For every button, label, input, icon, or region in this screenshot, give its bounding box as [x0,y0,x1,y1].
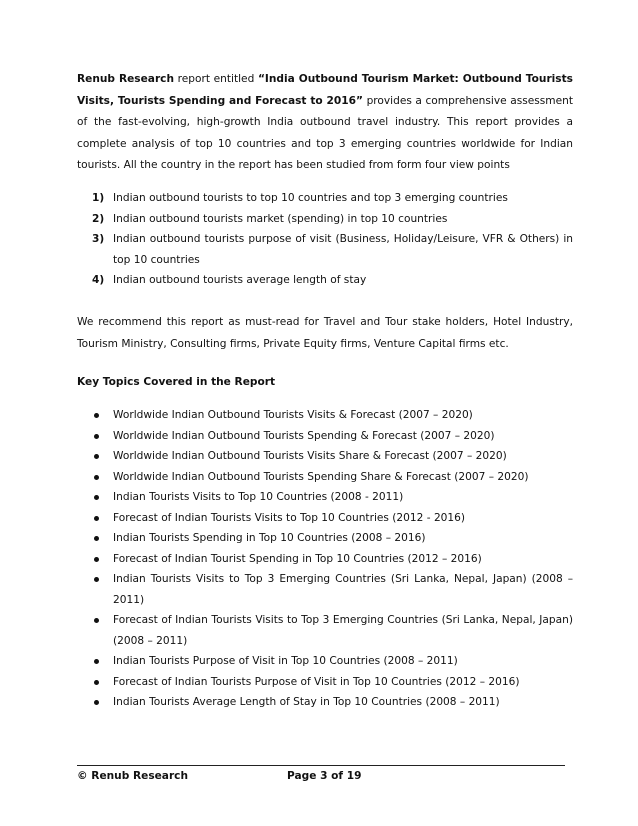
viewpoint-item [77,270,573,291]
topic-text: Forecast of Indian Tourists Purpose of Visit in Top 10 Countries (2012 – 2016) [113,675,520,688]
viewpoint-number: 1) [92,192,105,204]
topic-item [77,508,573,529]
viewpoint-number: 4) [92,274,105,286]
key-topics-list [77,405,573,713]
topic-item [77,528,573,549]
key-topics-heading: Key Topics Covered in the Report [77,376,276,388]
bullet-icon [94,495,99,500]
viewpoint-item [77,209,573,230]
topic-text: Worldwide Indian Outbound Tourists Spending Share & Forecast (2007 – 2020) [113,470,529,483]
topic-item [77,426,573,447]
viewpoint-text: Indian outbound tourists to top 10 countries and top 3 emerging countries [113,192,508,204]
topic-item [77,549,573,570]
company-name: Renub Research [77,73,174,85]
topic-text: Indian Tourists Visits to Top 3 Emerging Countries (Sri Lanka, Nepal, Japan) (2008 – 2011) [113,573,573,606]
topic-text: Worldwide Indian Outbound Tourists Visits Share & Forecast (2007 – 2020) [113,450,507,462]
viewpoint-list [77,188,573,291]
topic-text: Forecast of Indian Tourists Visits to Top 3 Emerging Countries (Sri Lanka, Nepal, Japan) (2008 – 2011) [113,614,573,647]
topic-text: Indian Tourists Spending in Top 10 Countries (2008 – 2016) [113,532,426,544]
bullet-icon [94,536,99,541]
topic-item [77,610,573,651]
topic-text: Indian Tourists Purpose of Visit in Top 10 Countries (2008 – 2011) [113,655,458,667]
topic-item [77,487,573,508]
topic-item [77,672,573,693]
topic-text: Worldwide Indian Outbound Tourists Spending & Forecast (2007 – 2020) [113,429,495,442]
topic-item [77,467,573,488]
viewpoint-item [77,229,573,270]
bullet-icon [94,434,99,439]
viewpoint-text: Indian outbound tourists purpose of visit (Business, Holiday/Leisure, VFR & Others) in top 10 countries [113,233,573,266]
topic-item [77,569,573,610]
footer-page-number: Page 3 of 19 [287,770,362,782]
topic-text: Forecast of Indian Tourists Visits to Top 10 Countries (2012 - 2016) [113,511,466,524]
bullet-icon [94,700,99,705]
bullet-icon [94,454,99,459]
topic-item [77,405,573,426]
topic-text: Forecast of Indian Tourist Spending in Top 10 Countries (2012 – 2016) [113,552,482,565]
bullet-icon [94,577,99,582]
footer-copyright: © Renub Research [77,770,189,782]
topic-item [77,692,573,713]
intro-text-2: provides a comprehensive assessment of the fast-evolving, high-growth India outbound travel industry. This report provides a complete analysis of top 10 countries and top 3 emerging countries worldwide for Indian tourists. All the country in the report has been studied from form four view points [77,94,573,171]
viewpoint-text: Indian outbound tourists market (spending) in top 10 countries [113,212,448,225]
viewpoint-item [77,188,573,209]
bullet-icon [94,475,99,480]
topic-text: Indian Tourists Average Length of Stay in Top 10 Countries (2008 – 2011) [113,696,500,708]
report-title: “India Outbound Tourism Market: Outbound Tourists Visits, Tourists Spending and Forecast to 2016” [77,73,573,107]
footer-divider [77,765,565,766]
topic-item [77,651,573,672]
topic-text: Worldwide Indian Outbound Tourists Visits & Forecast (2007 – 2020) [113,409,473,421]
viewpoint-text: Indian outbound tourists average length of stay [113,274,367,286]
topic-text: Indian Tourists Visits to Top 10 Countries (2008 - 2011) [113,491,404,503]
intro-paragraph [77,69,573,177]
bullet-icon [94,659,99,664]
bullet-icon [94,680,99,685]
topic-item [77,446,573,467]
bullet-icon [94,516,99,521]
bullet-icon [94,618,99,623]
viewpoint-number: 3) [92,233,105,245]
bullet-icon [94,413,99,418]
bullet-icon [94,557,99,562]
intro-text-1: report entitled [174,73,258,85]
viewpoint-number: 2) [92,212,105,225]
recommendation-paragraph: We recommend this report as must-read for Travel and Tour stake holders, Hotel Industry, Tourism Ministry, Consulting firms, Private Equity firms, Venture Capital firms etc. [77,316,573,350]
